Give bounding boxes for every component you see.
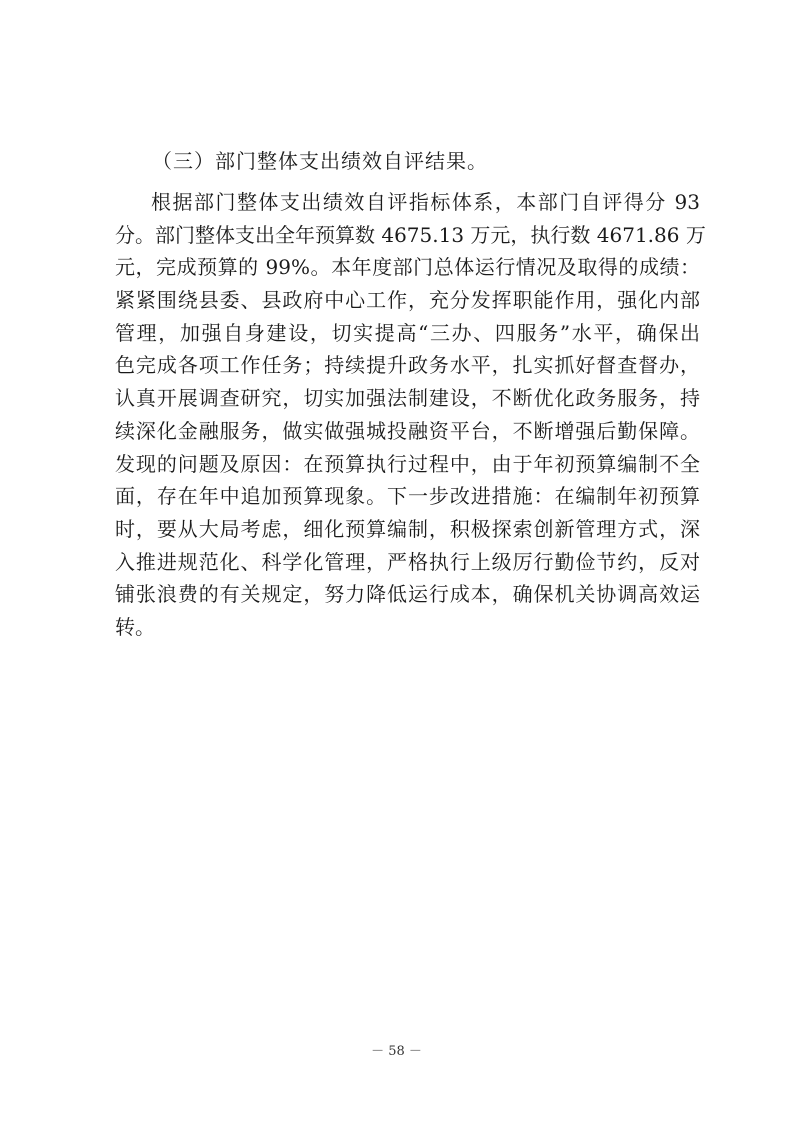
paragraph-line: 续深化金融服务，做实做强城投融资平台，不断增强后勤保障。: [115, 418, 700, 443]
paragraph-line: 管理，加强自身建设，切实提高“三办、四服务”水平，确保出: [115, 320, 700, 345]
section-heading: （三）部门整体支出绩效自评结果。: [152, 149, 488, 173]
paragraph-line: 转。: [115, 614, 155, 639]
paragraph-line: 面，存在年中追加预算现象。下一步改进措施：在编制年初预算: [115, 484, 700, 509]
paragraph-line: 元，完成预算的 99%。本年度部门总体运行情况及取得的成绩：: [115, 255, 700, 280]
paragraph-line: 紧紧围绕县委、县政府中心工作，充分发挥职能作用，强化内部: [115, 288, 700, 313]
paragraph-line: 根据部门整体支出绩效自评指标体系，本部门自评得分 93: [151, 190, 700, 214]
paragraph-line: 色完成各项工作任务；持续提升政务水平，扎实抓好督查督办，: [115, 353, 700, 378]
paragraph-line: 入推进规范化、科学化管理，严格执行上级厉行勤俭节约，反对: [115, 549, 700, 574]
paragraph-line: 铺张浪费的有关规定，努力降低运行成本，确保机关协调高效运: [115, 582, 700, 607]
paragraph-line: 认真开展调查研究，切实加强法制建设，不断优化政务服务，持: [115, 386, 700, 411]
paragraph-line: 发现的问题及原因：在预算执行过程中，由于年初预算编制不全: [115, 451, 700, 476]
body-paragraph: [115, 186, 706, 644]
page-number: － 58 －: [371, 1044, 422, 1059]
paragraph-line: 分。部门整体支出全年预算数 4675.13 万元，执行数 4671.86 万: [115, 222, 706, 247]
paragraph-line: 时，要从大局考虑，细化预算编制，积极探索创新管理方式，深: [115, 516, 700, 541]
